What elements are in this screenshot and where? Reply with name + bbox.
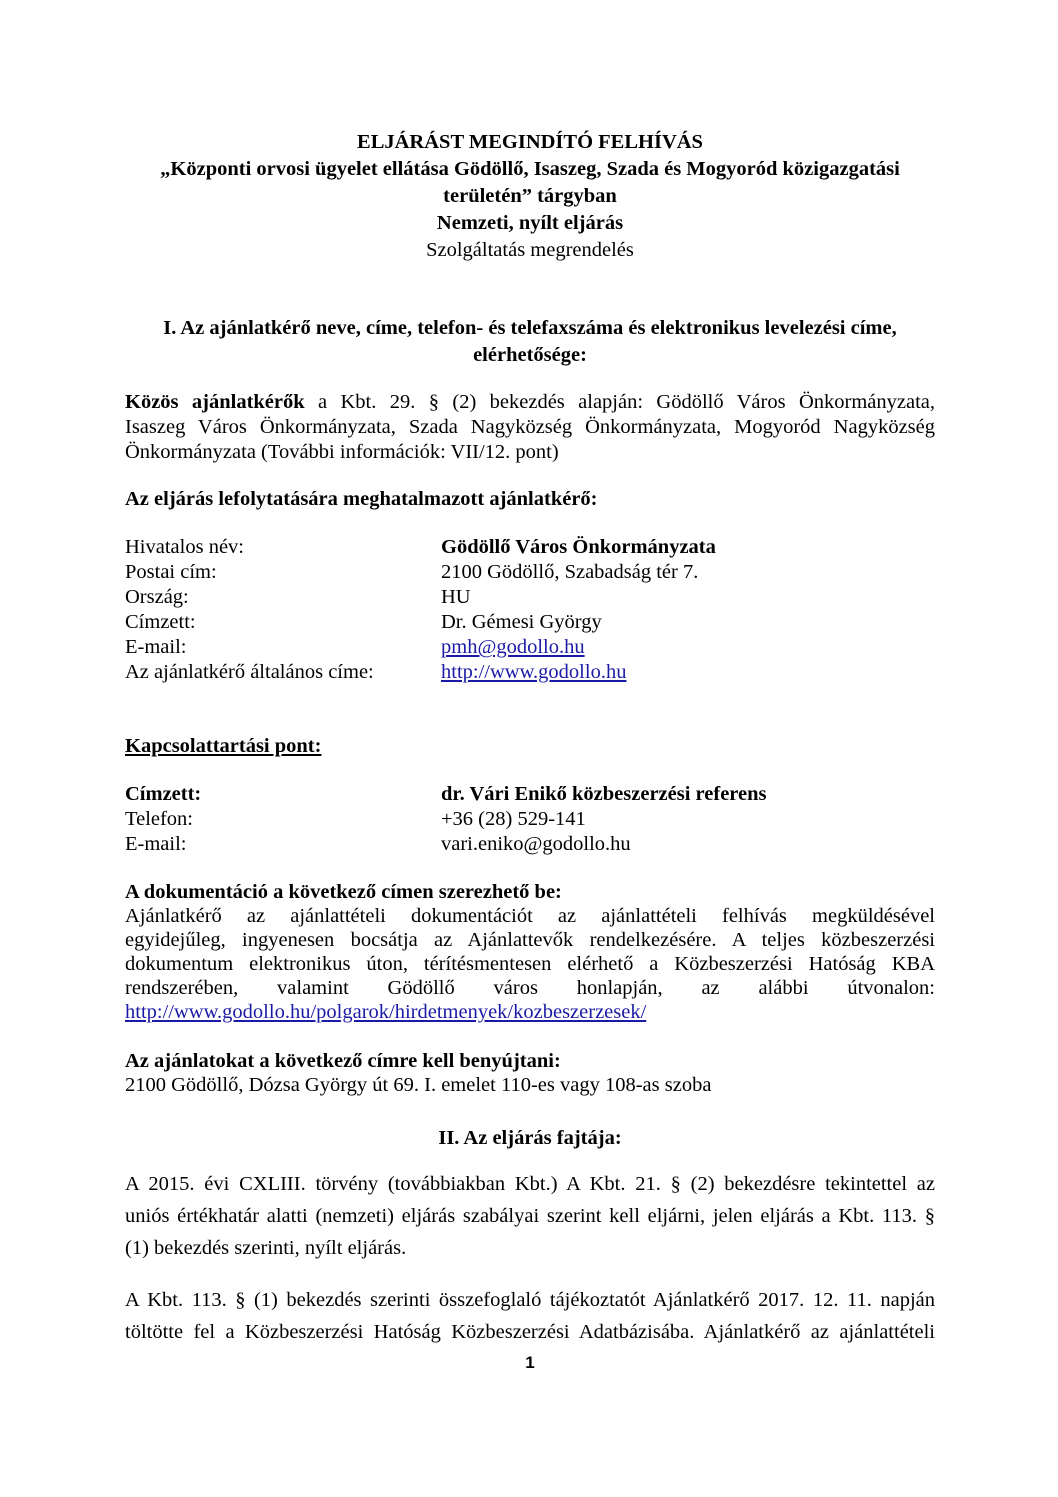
section-2-para-1-line: A 2015. évi CXLIII. törvény (továbbiakban Kbt.) A Kbt. 21. § (2) bekezdésre tekintettel az bbox=[125, 1173, 935, 1195]
section-2-para-2-line: töltötte fel a Közbeszerzési Hatóság Közbeszerzési Adatbázisába. Ajánlatkérő az ajánlattételi bbox=[125, 1321, 935, 1343]
email-link[interactable]: pmh@godollo.hu bbox=[441, 636, 585, 658]
section-2-para-1-line: (1) bekezdés szerinti, nyílt eljárás. bbox=[125, 1237, 407, 1259]
contact-heading: Kapcsolattartási pont: bbox=[125, 735, 322, 757]
docs-link-line bbox=[125, 1000, 935, 1024]
section-2-para-1-line: uniós értékhatár alatti (nemzeti) eljárás szabályai szerint kell eljárni, jelen eljárás a Kbt. 113. § bbox=[125, 1205, 935, 1227]
docs-line: egyidejűleg, ingyenesen bocsátja az Ajánlattevők rendelkezésére. A teljes közbeszerzési bbox=[125, 929, 935, 951]
joint-authorities-line-1: Közös ajánlatkérők a Kbt. 29. § (2) bekezdés alapján: Gödöllő Város Önkormányzata, bbox=[125, 391, 935, 413]
document-title: ELJÁRÁST MEGINDÍTÓ FELHÍVÁS bbox=[357, 131, 703, 153]
docs-heading: A dokumentáció a következő címen szerezhető be: bbox=[125, 881, 562, 903]
subject-line-2: területén” tárgyban bbox=[443, 185, 617, 207]
joint-authorities-line-3: Önkormányzata (További információk: VII/12. pont) bbox=[125, 441, 559, 463]
section-1-heading-line-2: elérhetősége: bbox=[473, 344, 587, 366]
docs-line: rendszerében, valamint Gödöllő város honlapján, az alábbi útvonalon: bbox=[125, 977, 935, 999]
docs-line: dokumentum elektronikus úton, térítésmentesen elérhető a Közbeszerzési Hatóság KBA bbox=[125, 953, 935, 975]
submit-address: 2100 Gödöllő, Dózsa György út 69. I. emelet 110-es vagy 108-as szoba bbox=[125, 1074, 712, 1096]
subject-line-1: „Központi orvosi ügyelet ellátása Gödöllő, Isaszeg, Szada és Mogyoród közigazgatási bbox=[160, 158, 900, 180]
joint-authorities-line-2: Isaszeg Város Önkormányzata, Szada Nagyközség Önkormányzata, Mogyoród Nagyközség bbox=[125, 416, 935, 438]
website-link[interactable]: http://www.godollo.hu bbox=[441, 661, 627, 683]
page-number: 1 bbox=[525, 1353, 535, 1372]
submit-heading: Az ajánlatokat a következő címre kell benyújtani: bbox=[125, 1050, 561, 1072]
authorized-heading: Az eljárás lefolytatására meghatalmazott ajánlatkérő: bbox=[125, 488, 598, 510]
section-2-para-2-line: A Kbt. 113. § (1) bekezdés szerinti összefoglaló tájékoztatót Ajánlatkérő 2017. 12. 11. napján bbox=[125, 1289, 935, 1311]
joint-authorities-label: Közös ajánlatkérők bbox=[125, 391, 305, 413]
section-1-heading-line-1: I. Az ajánlatkérő neve, címe, telefon- és telefaxszáma és elektronikus levelezési címe, bbox=[163, 317, 897, 339]
contract-type: Szolgáltatás megrendelés bbox=[426, 239, 634, 261]
docs-link[interactable]: http://www.godollo.hu/polgarok/hirdetmenyek/kozbeszerzesek/ bbox=[125, 1001, 647, 1023]
procedure-type: Nemzeti, nyílt eljárás bbox=[436, 212, 624, 234]
section-2-heading: II. Az eljárás fajtája: bbox=[438, 1127, 622, 1149]
docs-line: Ajánlatkérő az ajánlattételi dokumentációt az ajánlattételi felhívás megküldésével bbox=[125, 905, 935, 927]
